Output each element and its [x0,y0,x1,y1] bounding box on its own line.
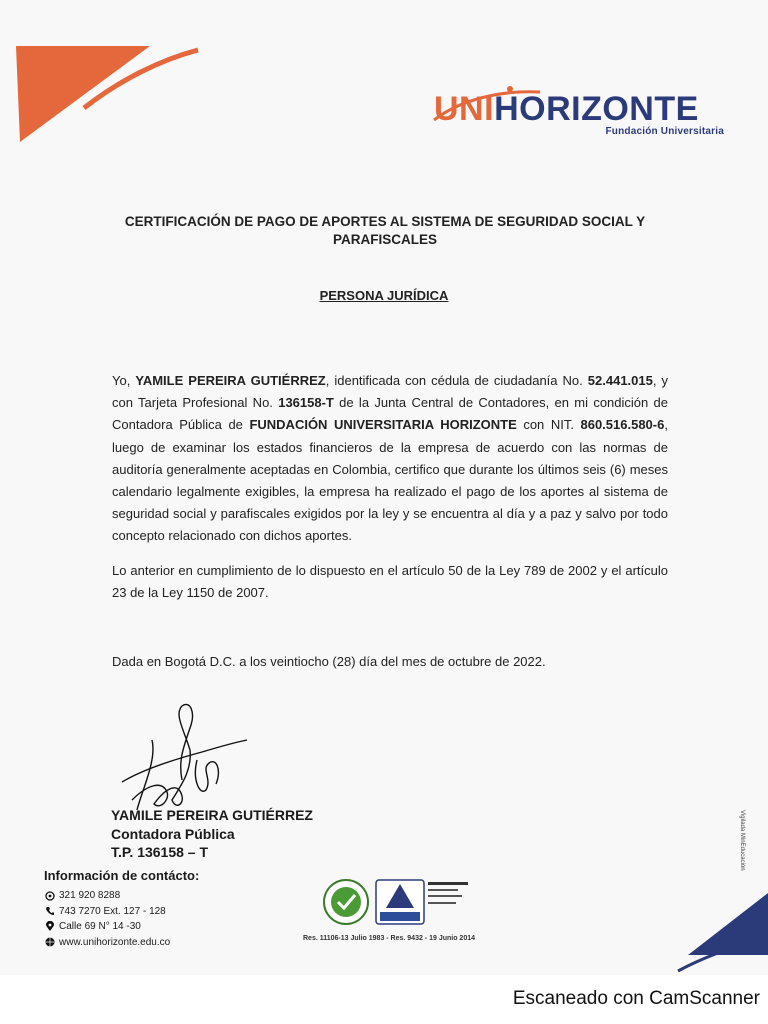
signature-block [111,806,313,862]
resolutions-text: Res. 11106-13 Julio 1983 - Res. 9432 - 19 Junio 2014 [303,935,475,942]
globe-icon [44,937,56,947]
certification-seals [322,876,482,928]
signer-name: YAMILE PEREIRA GUTIÉRREZ [111,807,313,823]
p1-nit: 860.516.580-6 [580,417,665,433]
p1-text-5: con NIT. [516,417,581,433]
corner-decoration-top-left [0,0,230,160]
handwritten-signature [112,700,262,820]
signer-role: Contadora Pública [111,825,235,842]
logo-subtitle: Fundación Universitaria [605,126,724,137]
camscanner-watermark: Escaneado con CamScanner [512,988,760,1009]
paragraph-legal-basis: Lo anterior en cumplimiento de lo dispuesto en el artículo 50 de la Ley 789 de 2002 y el artículo 23 de la Ley 1150 de 2007. [112,563,668,601]
p1-text-6: , luego de examinar los estados financieros de la empresa de acuerdo con las normas de auditoría generalmente aceptadas en Colombia, certifico que durante los últimos seis (6) meses calendario legalmente exigibles, la empresa ha realizado el pago de los aportes al sistema de seguridad social y parafiscales exigidos por la ley y se encuentra al día y a paz y salvo por todo concepto relacionado con dichos aportes. [112,417,668,544]
contact-row-address [44,919,199,935]
vigilada-mineducacion: Vigilada MinEducación [739,810,745,871]
p1-text-4: de la Junta Central de Contadores, en mi condición de Contadora Pública de [112,395,668,433]
logo-horizonte-text: HORIZONTE [494,90,699,128]
p1-text-3: , y con Tarjeta Profesional No. [112,373,669,411]
contact-address-text: Calle 69 N° 14 -30 [59,921,141,933]
subtitle-text: PERSONA JURÍDICA [319,288,449,303]
p1-text-1: Yo, [112,373,136,388]
phone-icon [44,906,56,916]
contact-web-text: www.unihorizonte.edu.co [59,936,171,948]
corner-decoration-bottom-right [648,885,768,975]
contact-title: Información de contácto: [44,868,200,883]
logo-wordmark [434,90,699,129]
document-subtitle [0,288,768,303]
contact-whatsapp-text: 321 920 8288 [59,890,121,902]
location-pin-icon [44,921,56,932]
unihorizonte-logo [430,82,730,142]
paragraph-date: Dada en Bogotá D.C. a los veintiocho (28) día del mes de octubre de 2022. [112,654,546,669]
p1-tarjeta: 136158-T [278,395,334,411]
p1-text-2: , identificada con cédula de ciudadanía No. [325,373,588,388]
contact-phone-text: 743 7270 Ext. 127 - 128 [59,905,166,917]
p1-name: YAMILE PEREIRA GUTIÉRREZ [135,373,326,388]
p1-company: FUNDACIÓN UNIVERSITARIA HORIZONTE [249,417,517,433]
paragraph-certification [112,370,668,548]
contact-row-whatsapp [44,888,199,904]
contact-row-phone [44,904,199,920]
document-title: CERTIFICACIÓN DE PAGO DE APORTES AL SISTEMA DE SEGURIDAD SOCIAL Y PARAFISCALES [124,214,646,247]
signer-tp: T.P. 136158 – T [111,844,209,860]
logo-uni-text: UNI [434,90,495,128]
contact-row-web [44,935,199,951]
whatsapp-icon [44,891,56,901]
p1-cedula: 52.441.015 [587,373,653,388]
contact-info [44,868,199,950]
